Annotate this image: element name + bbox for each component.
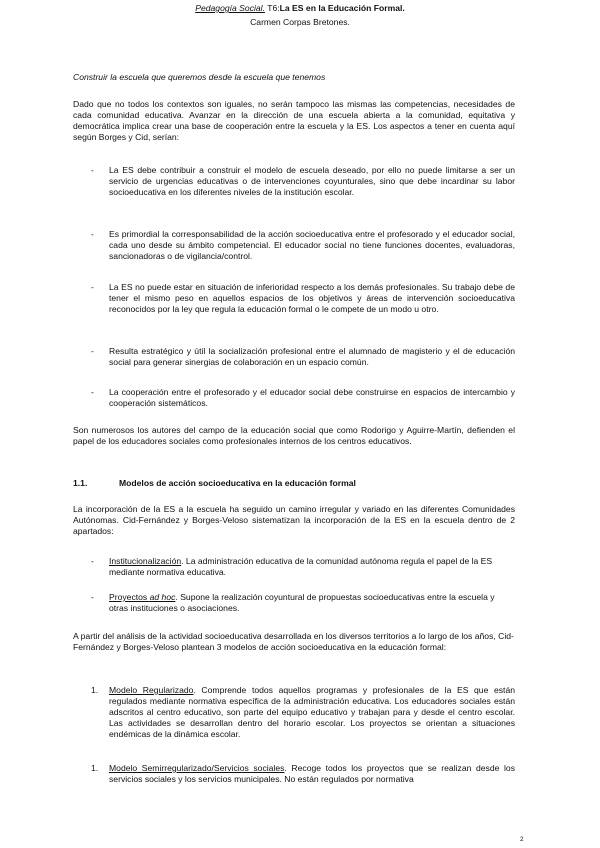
page-number: 2 bbox=[520, 836, 524, 843]
bullet-marker: - bbox=[91, 165, 94, 175]
subsection-title: Modelos de acción socioeducativa en la educación formal bbox=[119, 478, 356, 488]
model-term: Modelo Regularizado bbox=[109, 685, 194, 695]
course-name: Pedagogía Social. bbox=[195, 3, 265, 13]
model-number: 1. bbox=[91, 685, 99, 695]
subsection-heading bbox=[73, 478, 356, 489]
header-line-course bbox=[0, 3, 600, 14]
bullet-marker: - bbox=[91, 556, 94, 566]
bullet-item: Es primordial la corresponsabilidad de la acción socioeducativa entre el profesorado y el educador social, cada uno desde su ámbito competencial. El educador social no tiene funciones docentes, evaluadoras, sancionadoras o de vigilancia/control. bbox=[109, 229, 515, 262]
subsection-number: 1.1. bbox=[73, 478, 88, 488]
authors-paragraph: Son numerosos los autores del campo de la educación social que como Rodorigo y Aguirre-Martín, defienden el papel de los educadores sociales como profesionales internos de los centros educativos. bbox=[73, 425, 515, 447]
bullet-marker: - bbox=[91, 592, 94, 602]
model-text: . Comprende todos aquellos programas y profesionales de la ES que están regulados mediante normativa específica de la administración educativa. Los educadores sociales están adscritos al centro educativo, son parte del equipo educativo y trabajan para y desde el centro escolar. Las actividades se desarrollan dentro del horario escolar. Los proyectos se orientan a situaciones endémicas de la dinámica escolar. bbox=[109, 685, 515, 740]
bullet-marker: - bbox=[91, 229, 94, 239]
bullet-item: La ES debe contribuir a construir el modelo de escuela deseado, por ello no puede limitarse a ser un servicio de urgencias educativas o de intervenciones coyunturales, sino que debe incardinar su labor socioeducativa en los diferentes niveles de la institución escolar. bbox=[109, 165, 515, 198]
section-title: Construir la escuela que queremos desde la escuela que tenemos bbox=[73, 72, 326, 82]
section-item-institucionalizacion bbox=[109, 556, 515, 578]
bullet-marker: - bbox=[91, 346, 94, 356]
bullet-item: La ES no puede estar en situación de inferioridad respecto a los demás profesionales. Su trabajo debe de tener el mismo peso en aquellos espacios de los objetivos y áreas de intervención socioeducativa reconocidos por la ley que regula la educación formal o le compete de un modo u otro. bbox=[109, 282, 515, 315]
bullet-item: La cooperación entre el profesorado y el educador social debe construirse en espacios de intercambio y cooperación sistemáticos. bbox=[109, 387, 515, 409]
bullet-marker: - bbox=[91, 282, 94, 292]
model-term: Modelo Semirregularizado/Servicios sociales bbox=[109, 763, 285, 773]
model-item-semirregularizado bbox=[109, 763, 515, 785]
section-term bbox=[109, 592, 175, 602]
section-term: Institucionalización bbox=[109, 556, 182, 566]
incorporation-paragraph: La incorporación de la ES a la escuela ha seguido un camino irregular y variado en las diferentes Comunidades Autónomas. Cid-Fernández y Borges-Veloso sistematizan la incorporación de la ES en la escuela dentro de 2 apartados: bbox=[73, 504, 515, 537]
section-term-prefix: Proyectos bbox=[109, 592, 150, 602]
model-number: 1. bbox=[91, 763, 99, 773]
model-text: . Recoge todos los proyectos que se realizan desde los servicios sociales y los servicios municipales. No están regulados por normativa bbox=[109, 763, 515, 785]
model-item-regularizado bbox=[109, 685, 515, 740]
topic-title: La ES en la Educación Formal. bbox=[279, 3, 405, 13]
section-item-proyectos bbox=[109, 592, 515, 614]
intro-paragraph: Dado que no todos los contextos son iguales, no serán tampoco las mismas las competencias, necesidades de cada comunidad educativa. Avanzar en la dirección de una escuela abierta a la comunidad, equitativa y democrática implica crear una base de cooperación entre la escuela y la ES. Los aspectos a tener en cuenta aquí según Borges y Cid, serían: bbox=[73, 99, 515, 143]
section-text: . La administración educativa de la comunidad autónoma regula el papel de la ES mediante normativa educativa. bbox=[109, 556, 493, 578]
section-text: . Supone la realización coyuntural de propuestas socioeducativas entre la escuela y otras instituciones o asociaciones. bbox=[109, 592, 495, 614]
bullet-item: Resulta estratégico y útil la socialización profesional entre el alumnado de magisterio y el de educación social para generar sinergias de colaboración en un espacio común. bbox=[109, 346, 515, 368]
section-term-italic: ad hoc bbox=[149, 592, 176, 602]
author-name: Carmen Corpas Bretones. bbox=[250, 17, 350, 27]
topic-prefix: T6: bbox=[264, 3, 280, 13]
bullet-marker: - bbox=[91, 387, 94, 397]
analysis-paragraph: A partir del análisis de la actividad socioeducativa desarrollada en los diversos territorios a lo largo de los años, Cid-Fernández y Borges-Veloso plantean 3 modelos de acción socioeducativa en la educación formal: bbox=[73, 631, 514, 653]
